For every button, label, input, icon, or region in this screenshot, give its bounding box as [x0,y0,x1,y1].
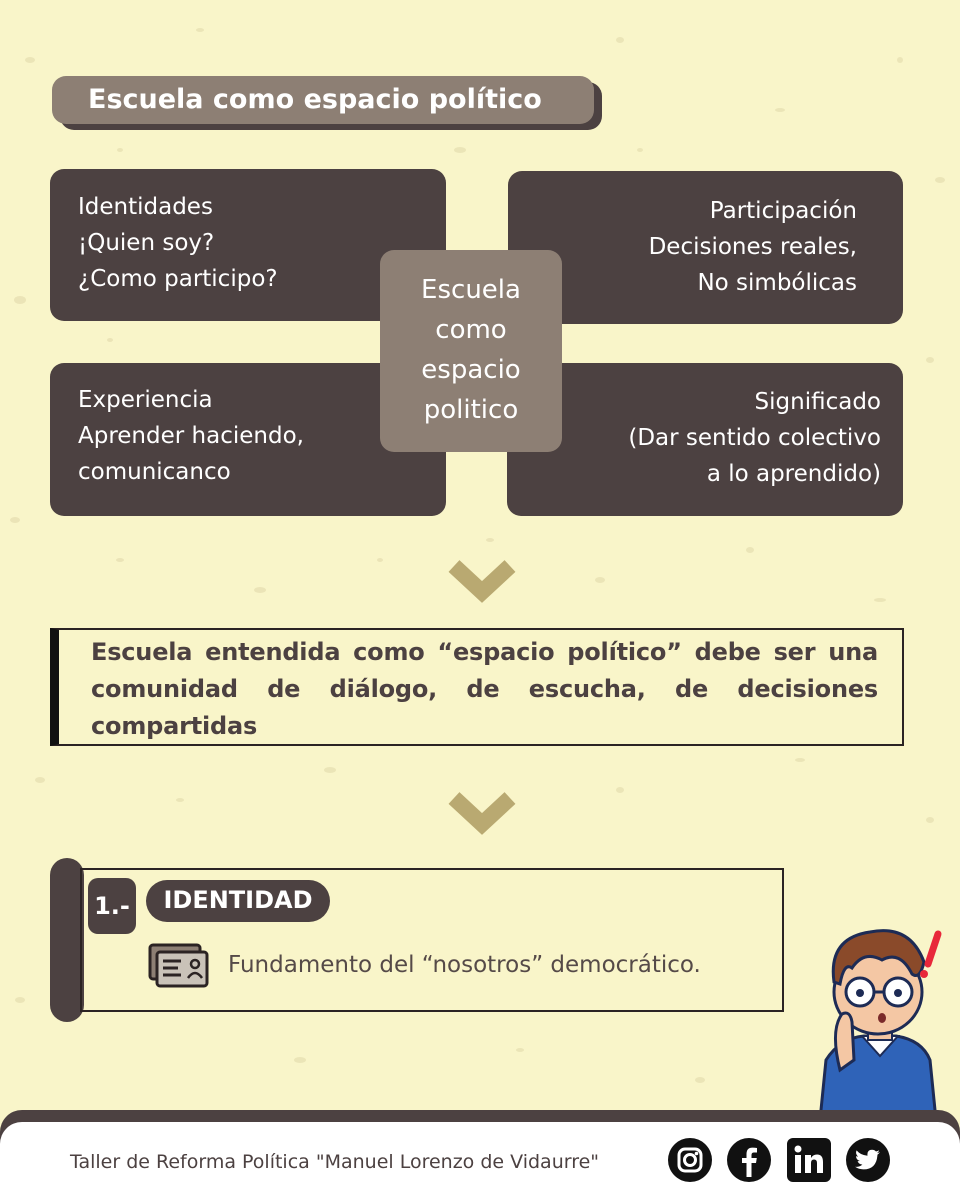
card-participacion-line-1: Decisiones reales, [648,234,857,260]
card-significado-heading: Significado [754,389,881,415]
card-identidades-heading: Identidades [78,194,213,220]
center-line-4: politico [423,395,519,425]
id-card-icon [148,943,210,989]
twitter-icon[interactable] [845,1137,891,1183]
card-identidades-line-2: ¿Como participo? [78,266,278,292]
section-accent-bar [50,858,84,1022]
card-significado-line-1: (Dar sentido colectivo [628,425,881,451]
thinking-boy-illustration [800,910,960,1120]
center-line-3: espacio [421,355,521,385]
instagram-icon[interactable] [667,1137,713,1183]
card-participacion [508,171,903,324]
card-identidades-line-1: ¡Quien soy? [78,230,215,256]
chevron-down-icon [446,790,518,838]
center-line-2: como [435,315,507,345]
card-significado-line-2: a lo aprendido) [706,461,881,487]
card-participacion-line-2: No simbólicas [697,270,857,296]
card-experiencia-line-2: comunicanco [78,459,231,485]
footer-text: Taller de Reforma Política "Manuel Lorenzo de Vidaurre" [70,1151,600,1173]
section-number-badge: 1.- [88,878,136,934]
page-title: Escuela como espacio político [52,76,594,124]
card-significado [507,363,903,516]
facebook-icon[interactable] [726,1137,772,1183]
quote-box [50,628,904,746]
card-experiencia-heading: Experiencia [78,387,213,413]
center-line-1: Escuela [421,275,521,305]
card-participacion-heading: Participación [709,198,857,224]
section-label-pill: IDENTIDAD [146,880,330,922]
chevron-down-icon [446,558,518,606]
quote-text: Escuela entendida como “espacio político” debe ser una comunidad de diálogo, de escucha, de decisiones compartidas [91,638,878,740]
card-experiencia-line-1: Aprender haciendo, [78,423,304,449]
center-concept-box [380,250,562,452]
section-description: Fundamento del “nosotros” democrático. [228,952,701,978]
linkedin-icon[interactable] [786,1137,832,1183]
